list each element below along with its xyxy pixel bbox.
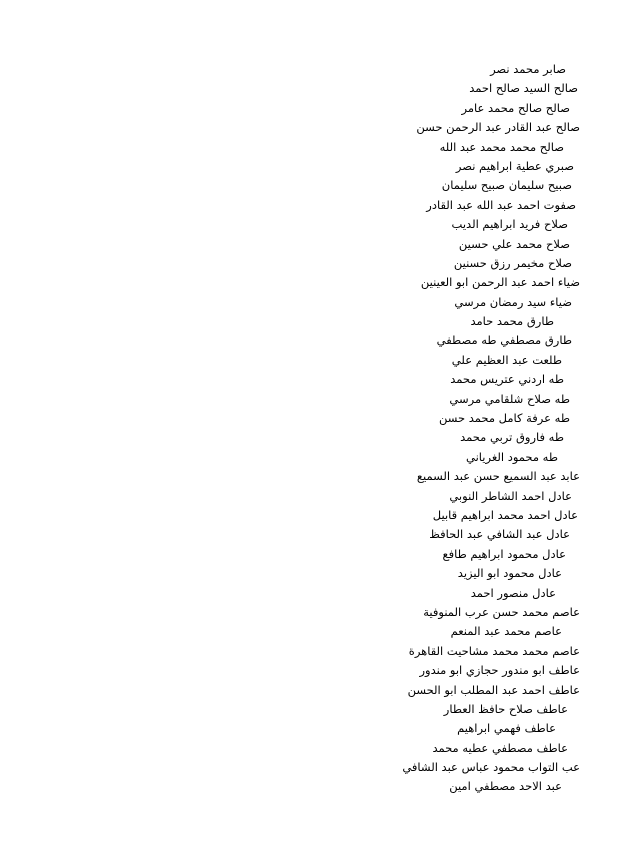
name-entry: صلاح محمد علي حسين [458,236,570,251]
name-entry: ضياء احمد عبد الرحمن ابو العينين [420,275,580,290]
name-entry: صبري عطية ابراهيم نصر [455,158,574,173]
name-entry: صلاح فريد ابراهيم الديب [451,217,568,232]
name-entry: عبد الاحد مصطفي امين [449,779,562,794]
name-entry: عاصم محمد عبد المنعم [450,624,562,639]
name-entry: صالح السيد صالح احمد [469,81,578,96]
name-entry: عاصم محمد حسن عرب المنوفية [423,604,580,619]
name-entry: صلاح مخيمر رزق حسنين [453,255,572,270]
name-entry: صابر محمد نصر [490,62,566,76]
name-entry: طه محمود الغرياني [465,449,558,464]
document-page [20,60,580,797]
name-entry: عادل احمد محمد ابراهيم قابيل [432,507,578,522]
name-entry: عاصم محمد محمد مشاحيت القاهرة [408,643,580,658]
name-entry: عادل محمود ابراهيم طافع [442,546,566,561]
name-entry: طه صلاح شلقامي مرسي [449,391,570,406]
name-entry: طلعت عبد العظيم علي [451,352,562,367]
name-entry: صبيح سليمان صبيح سليمان [441,178,572,193]
name-entry: عاطف ابو مندور حجازي ابو مندور [419,663,580,678]
name-entry: صفوت احمد عبد الله عبد القادر [426,197,576,212]
name-entry: عاطف فهمي ابراهيم [457,721,556,736]
name-entry: صالح صالح محمد عامر [461,100,570,115]
name-entry: طه فاروق تربي محمد [460,430,564,445]
name-entry: طه اردني عتريس محمد [450,372,564,387]
name-entry: عادل محمود ابو اليزيد [457,566,562,581]
name-entry: عاطف مصطفي عطيه محمد [432,740,568,755]
name-entry: صالح محمد محمد عبد الله [439,139,564,154]
name-entry: صالح عبد القادر عبد الرحمن حسن [416,120,580,135]
name-entry: طه عرفة كامل محمد حسن [438,411,570,426]
name-entry: عب التواب محمود عباس عبد الشافي [402,760,580,775]
name-entry: عابد عبد السميع حسن عبد السميع [416,469,580,484]
name-entry: طارق مصطفي طه مصطفي [436,333,572,348]
name-entry: عادل منصور احمد [470,585,556,600]
name-entry: ضياء سيد رمضان مرسي [454,294,572,309]
name-entry: طارق محمد حامد [470,314,554,329]
name-entry: عادل عبد الشافي عبد الحافظ [429,527,570,542]
name-entry: عاطف صلاح حافظ العطار [443,701,568,716]
name-entry: عادل احمد الشاطر النوبي [449,488,572,503]
name-list [20,60,580,797]
name-entry: عاطف احمد عبد المطلب ابو الحسن [407,682,580,697]
